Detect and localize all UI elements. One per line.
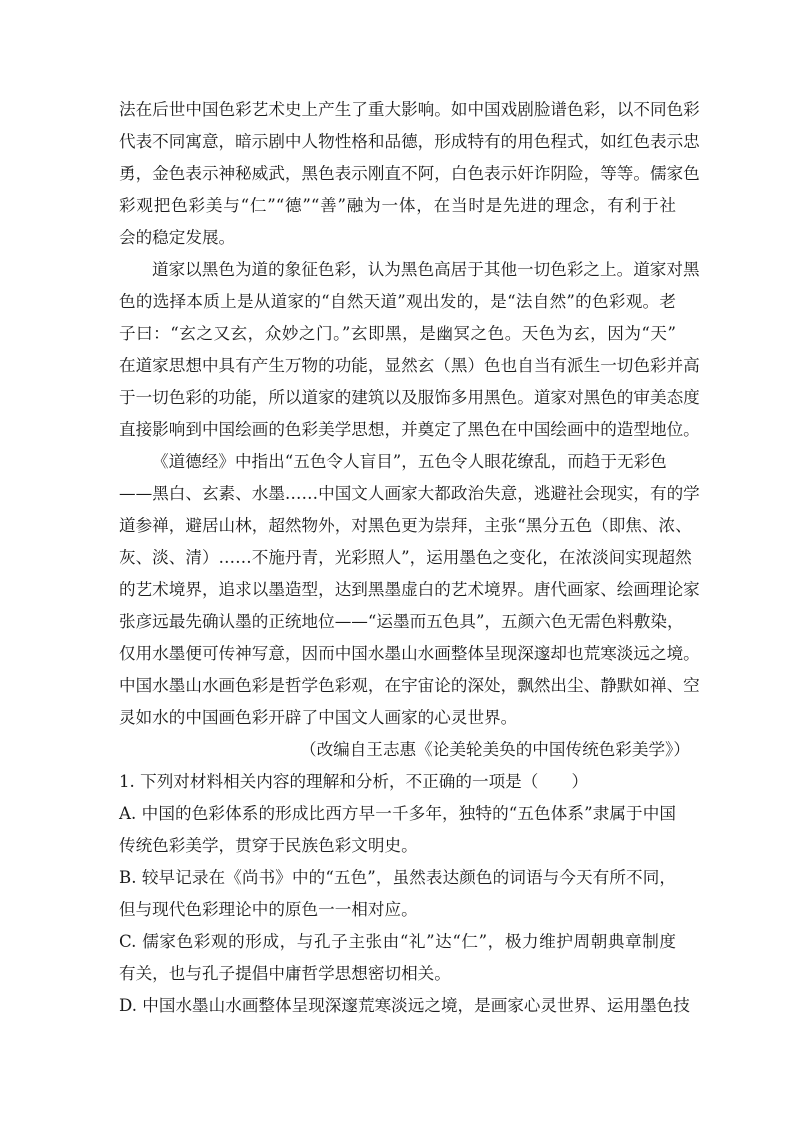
option-a-line: A. 中国的色彩体系的形成比西方早一千多年，独特的“五色体系”隶属于中国: [119, 804, 676, 823]
body-line: 于一切色彩的功能，所以道家的建筑以及服饰多用黑色。道家对黑色的审美态度: [119, 388, 700, 407]
option-c-line: 有关，也与孔子提倡中庸哲学思想密切相关。: [119, 964, 451, 983]
body-line: 灰、淡、清）……不施丹青，光彩照人”，运用墨色之变化，在浓淡间实现超然: [119, 548, 692, 567]
option-b-line: 但与现代色彩理论中的原色一一相对应。: [119, 900, 418, 919]
body-line: 道家以黑色为道的象征色彩，认为黑色高居于其他一切色彩之上。道家对黑: [152, 260, 700, 279]
option-d-line: D. 中国水墨山水画整体呈现深邃荒寒淡远之境，是画家心灵世界、运用墨色技: [119, 996, 690, 1015]
body-line: 代表不同寓意，暗示剧中人物性格和品德，形成特有的用色程式，如红色表示忠: [119, 132, 700, 151]
body-line: 彩观把色彩美与“仁”“德”“善”融为一体，在当时是先进的理念，有利于社: [119, 196, 676, 215]
body-line: 张彦远最先确认墨的正统地位——“运墨而五色具”，五颜六色无需色料敷染，: [119, 612, 684, 631]
question-stem: 1. 下列对材料相关内容的理解和分析，不正确的一项是（ ）: [119, 772, 589, 791]
option-b-line: B. 较早记录在《尚书》中的“五色”，虽然表达颜色的词语与今天有所不同，: [119, 868, 676, 887]
body-line: 子曰：“玄之又玄，众妙之门。”玄即黑，是幽冥之色。天色为玄，因为“天”: [119, 324, 676, 343]
body-line: 道参禅，避居山林，超然物外，对黑色更为崇拜，主张“黑分五色（即焦、浓、: [119, 516, 692, 535]
body-line: ——黑白、玄素、水墨……中国文人画家大都政治失意，逃避社会现实，有的学: [119, 484, 700, 503]
source-citation: （改编自王志惠《论美轮美奂的中国传统色彩美学》）: [300, 740, 690, 759]
option-c-line: C. 儒家色彩观的形成，与孔子主张由“礼”达“仁”，极力维护周朝典章制度: [119, 932, 676, 951]
body-line: 在道家思想中具有产生万物的功能，显然玄（黑）色也自当有派生一切色彩并高: [119, 356, 700, 375]
body-line: 仅用水墨便可传神写意，因而中国水墨山水画整体呈现深邃却也荒寒淡远之境。: [119, 644, 700, 663]
body-line: 《道德经》中指出“五色令人盲目”，五色令人眼花缭乱，而趋于无彩色: [152, 452, 667, 471]
body-line: 直接影响到中国绘画的色彩美学思想，并奠定了黑色在中国绘画中的造型地位。: [119, 420, 700, 439]
body-line: 勇，金色表示神秘威武，黑色表示刚直不阿，白色表示奸诈阴险，等等。儒家色: [119, 164, 700, 183]
body-line: 色的选择本质上是从道家的“自然天道”观出发的，是“法自然”的色彩观。老: [119, 292, 676, 311]
body-line: 会的稳定发展。: [119, 228, 236, 247]
body-line: 中国水墨山水画色彩是哲学色彩观，在宇宙论的深处，飘然出尘、静默如禅、空: [119, 676, 700, 695]
body-line: 的艺术境界，追求以墨造型，达到黑墨虚白的艺术境界。唐代画家、绘画理论家: [119, 580, 700, 599]
option-a-line: 传统色彩美学，贯穿于民族色彩文明史。: [119, 836, 418, 855]
body-line: 法在后世中国色彩艺术史上产生了重大影响。如中国戏剧脸谱色彩，以不同色彩: [119, 100, 700, 119]
body-line: 灵如水的中国画色彩开辟了中国文人画家的心灵世界。: [119, 708, 518, 727]
